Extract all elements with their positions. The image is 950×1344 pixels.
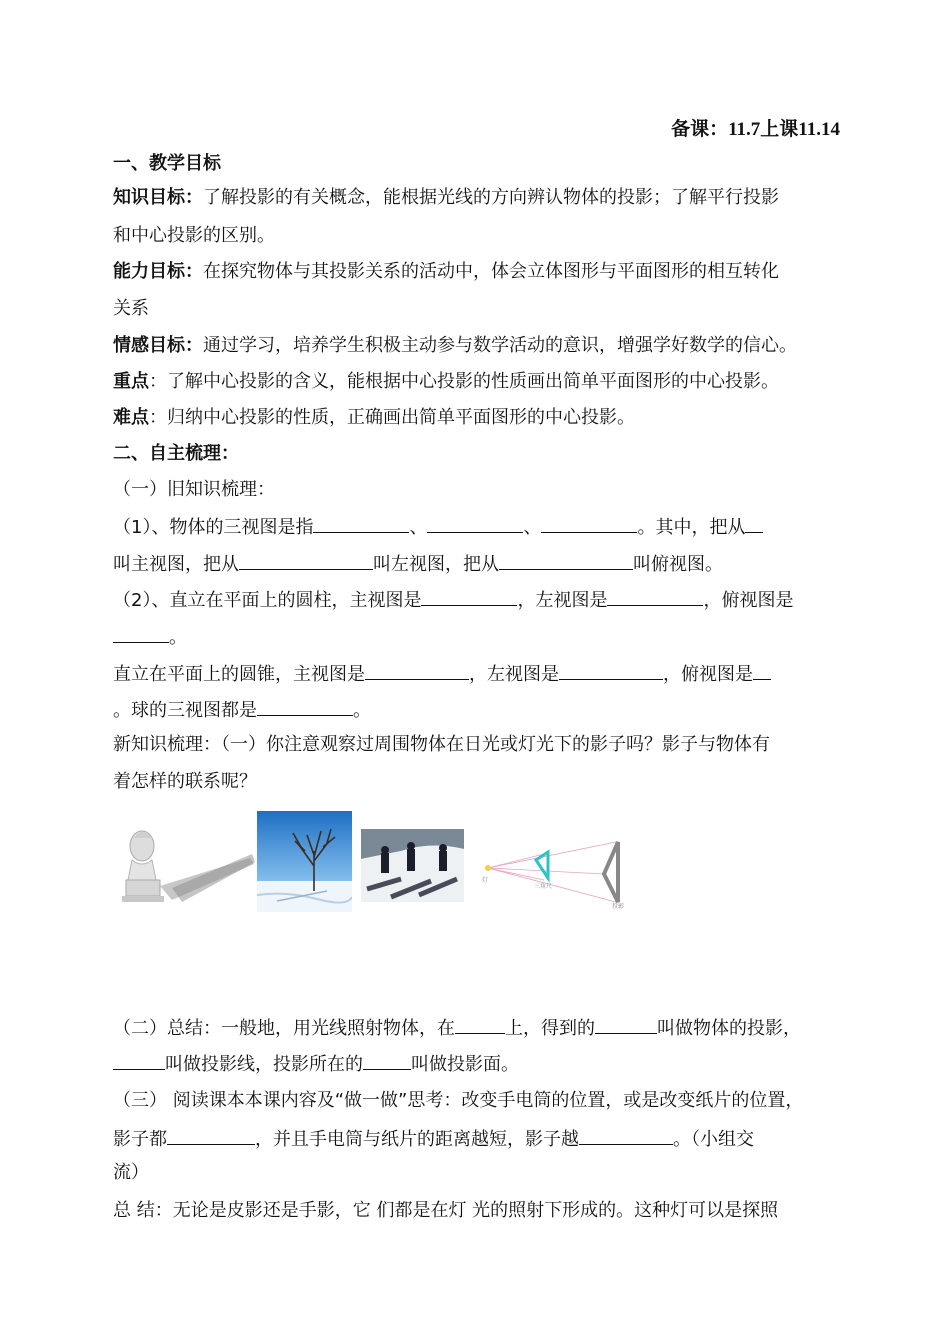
ability-goal-cont: 关系: [113, 298, 149, 319]
question-3-cont: 。球的三视图都是 。: [113, 697, 843, 723]
new-knowledge-intro: 新知识梳理：（一）你注意观察过周围物体在日光或灯光下的影子吗？影子与物体有: [113, 734, 770, 755]
statue-shadow-image: [112, 818, 257, 908]
final-summary: 总 结：无论是皮影还是手影，它 们都是在灯 光的照射下形成的。这种灯可以是探照: [113, 1200, 779, 1221]
section-title-self-study: 二、自主梳理：: [113, 443, 239, 464]
fill-blank[interactable]: [455, 1015, 505, 1034]
summary-3: （三） 阅读课本本课内容及“做一做”思考：改变手电筒的位置，或是改变纸片的位置，: [113, 1090, 804, 1111]
fill-blank[interactable]: [541, 514, 637, 533]
triangle-label: 三角尺: [534, 883, 553, 890]
fill-blank[interactable]: [363, 1051, 411, 1070]
fill-blank[interactable]: [167, 1126, 255, 1145]
summary-2-cont: 叫做投影线，投影所在的 叫做投影面。: [113, 1051, 843, 1077]
skiers-shadow-image: [361, 829, 464, 902]
fill-blank[interactable]: [421, 587, 517, 606]
fill-blank[interactable]: [753, 661, 771, 680]
knowledge-goal-cont: 和中心投影的区别。: [113, 225, 275, 246]
emotion-goal: 情感目标：通过学习，培养学生积极主动参与数学活动的意识，增强学好数学的信心。: [113, 335, 797, 356]
summary-3-cont: 影子都 ，并且手电筒与纸片的距离越短，影子越 。（小组交: [113, 1126, 843, 1152]
question-1: （1）、物体的三视图是指 、 、 。其中，把从: [113, 514, 843, 540]
fill-blank[interactable]: [239, 551, 373, 570]
key-point: 重点：了解中心投影的含义，能根据中心投影的性质画出简单平面图形的中心投影。: [113, 371, 779, 392]
snow-tree-image: [257, 811, 352, 912]
summary-2: （二）总结：一般地，用光线照射物体，在 上，得到的 叫做物体的投影，: [113, 1015, 843, 1041]
fill-blank[interactable]: [313, 514, 409, 533]
fill-blank[interactable]: [113, 1051, 165, 1070]
fill-blank[interactable]: [595, 1015, 657, 1034]
section-title-objectives: 一、教学目标: [113, 153, 221, 174]
fill-blank[interactable]: [607, 587, 703, 606]
question-3: 直立在平面上的圆锥，主视图是 ，左视图是 ，俯视图是: [113, 661, 843, 687]
knowledge-goal: 知识目标：了解投影的有关概念，能根据光线的方向辨认物体的投影；了解平行投影: [113, 187, 779, 208]
review-subtitle: （一）旧知识梳理：: [113, 479, 275, 500]
lamp-label: 灯: [482, 877, 489, 884]
ability-goal: 能力目标：在探究物体与其投影关系的活动中，体会立体图形与平面图形的相互转化: [113, 261, 779, 282]
fill-blank[interactable]: [745, 514, 763, 533]
question-2: （2）、直立在平面上的圆柱，主视图是 ，左视图是 ，俯视图是: [113, 587, 843, 613]
difficult-point: 难点：归纳中心投影的性质，正确画出简单平面图形的中心投影。: [113, 407, 635, 428]
question-1-cont: 叫主视图，把从 叫左视图，把从 叫俯视图。: [113, 551, 843, 577]
fill-blank[interactable]: [113, 624, 169, 643]
new-knowledge-intro-cont: 着怎样的联系呢？: [113, 771, 257, 792]
fill-blank[interactable]: [559, 661, 663, 680]
projection-label: 投影: [612, 903, 625, 910]
fill-blank[interactable]: [499, 551, 633, 570]
summary-3-end: 流）: [113, 1162, 149, 1183]
lesson-date-header: 备课：11.7上课11.14: [671, 118, 840, 140]
fill-blank[interactable]: [579, 1126, 673, 1145]
fill-blank[interactable]: [365, 661, 469, 680]
central-projection-diagram: [478, 828, 638, 910]
question-2-cont: 。: [113, 624, 843, 650]
fill-blank[interactable]: [427, 514, 523, 533]
fill-blank[interactable]: [257, 697, 353, 716]
